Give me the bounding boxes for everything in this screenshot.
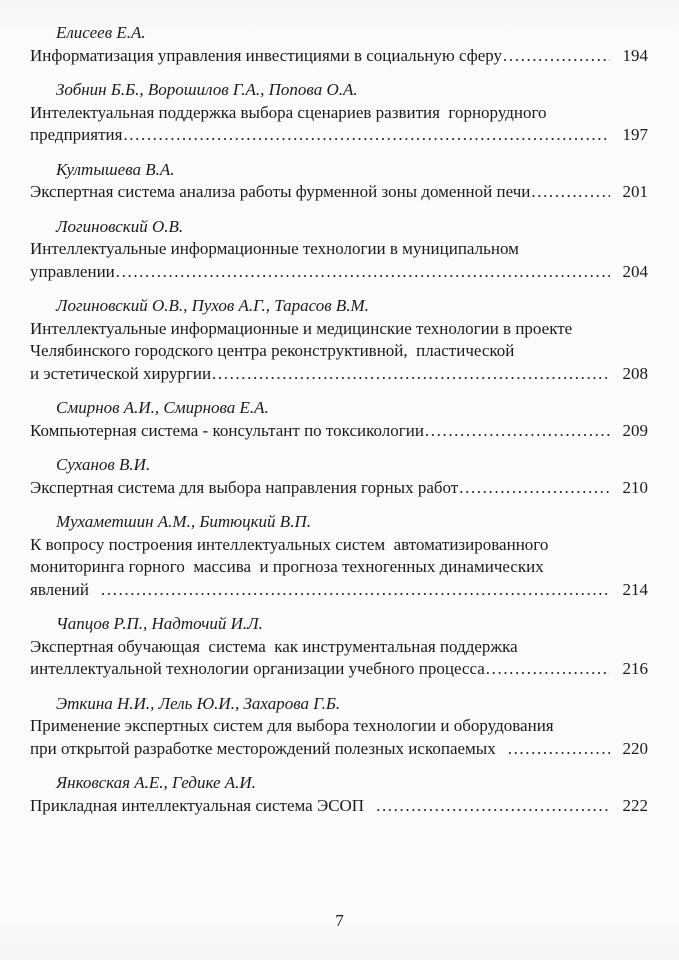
toc-entry xyxy=(30,454,648,499)
entry-title-text: интеллектуальной технологии организации учебного процесса xyxy=(30,659,485,678)
entry-authors: Суханов В.И. xyxy=(56,455,151,474)
entry-last-line xyxy=(30,45,648,68)
entry-title-line: Применение экспертных систем для выбора технологии и оборудования xyxy=(30,716,554,735)
entry-authors: Логиновский О.В., Пухов А.Г., Тарасов В.М. xyxy=(56,296,369,315)
dot-leader xyxy=(503,45,610,68)
entry-authors: Култышева В.А. xyxy=(56,159,175,179)
entry-page-number: 194 xyxy=(622,45,648,65)
entry-title-line: Челябинского городского центра реконструктивной, пластической xyxy=(30,341,515,360)
entry-last-line xyxy=(30,261,648,284)
entry-page-number: 216 xyxy=(622,659,648,678)
dot-leader xyxy=(123,124,610,147)
entry-last-line xyxy=(30,579,648,602)
dot-leader xyxy=(459,477,610,500)
toc-entry xyxy=(30,397,648,442)
page-footer xyxy=(0,910,679,933)
entry-last-line xyxy=(30,124,648,147)
entry-authors: Логиновский О.В. xyxy=(56,216,184,236)
entry-title-text: Экспертная система для выбора направления горных работ xyxy=(30,477,459,497)
entry-title-line: Интелектуальная поддержка выбора сценариев развития горнорудного xyxy=(30,102,547,122)
toc-entry xyxy=(30,772,648,817)
entry-page-number: 214 xyxy=(622,579,648,599)
entry-authors: Зобнин Б.Б., Ворошилов Г.А., Попова О.А. xyxy=(56,80,358,99)
dot-leader xyxy=(116,261,610,284)
entry-page-number: 222 xyxy=(622,795,648,815)
entry-last-line xyxy=(30,795,648,818)
entry-title-line: К вопросу построения интеллектуальных систем автоматизированного xyxy=(30,534,549,554)
entry-title-text: при открытой разработке месторождений полезных ископаемых xyxy=(30,738,496,758)
entry-title-line: Экспертная обучающая система как инструментальная поддержка xyxy=(30,636,518,656)
toc-entry xyxy=(30,511,648,601)
entry-title-text: и эстетической хирургии xyxy=(30,363,212,383)
entry-title-line: Интеллектуальные информационные и медицинские технологии в проекте xyxy=(30,318,573,338)
entry-last-line xyxy=(30,738,648,761)
toc-entry xyxy=(30,295,648,385)
entry-authors: Янковская А.Е., Гедике А.И. xyxy=(56,773,256,792)
entry-page-number: 208 xyxy=(622,363,648,383)
toc-entry xyxy=(30,613,648,681)
toc-entry xyxy=(30,693,648,761)
dot-leader xyxy=(425,420,610,443)
entry-last-line xyxy=(30,658,648,681)
entry-title-text: Экспертная система анализа работы фурменной зоны доменной печи xyxy=(30,182,531,201)
entry-page-number: 209 xyxy=(622,420,648,440)
entry-authors: Смирнов А.И., Смирнова Е.А. xyxy=(56,398,269,417)
entry-authors: Чапцов Р.П., Надточий И.Л. xyxy=(56,614,263,633)
entry-title-line: Интеллектуальные информационные технологии в муниципальном xyxy=(30,239,519,258)
dot-leader xyxy=(101,579,610,602)
dot-leader xyxy=(212,363,610,386)
dot-leader xyxy=(376,795,610,818)
page-number: 7 xyxy=(335,910,344,930)
entry-title-text: Компьютерная система - консультант по токсикологии xyxy=(30,420,424,440)
dot-leader xyxy=(486,658,610,681)
entry-last-line xyxy=(30,363,648,386)
entry-page-number: 204 xyxy=(622,261,648,281)
toc-entry xyxy=(30,79,648,147)
entry-page-number: 220 xyxy=(622,738,648,758)
entry-page-number: 197 xyxy=(622,125,648,144)
dot-leader xyxy=(531,181,610,204)
entry-authors: Эткина Н.И., Лель Ю.И., Захарова Г.Б. xyxy=(56,693,341,713)
entry-page-number: 201 xyxy=(622,182,648,201)
entry-title-text: Прикладная интеллектуальная система ЭСОП xyxy=(30,795,365,815)
entry-title-text: предприятия xyxy=(30,125,123,144)
entry-last-line xyxy=(30,181,648,204)
entry-last-line xyxy=(30,420,648,443)
dot-leader xyxy=(508,738,610,761)
entry-title-line: мониторинга горного массива и прогноза техногенных динамических xyxy=(30,557,544,576)
entry-authors: Мухаметшин А.М., Битюцкий В.П. xyxy=(56,512,311,531)
toc-entry xyxy=(30,159,648,204)
entry-title-text: явлений xyxy=(30,579,89,599)
entry-last-line xyxy=(30,477,648,500)
entry-page-number: 210 xyxy=(622,477,648,497)
toc-entry xyxy=(30,22,648,67)
toc-entry xyxy=(30,216,648,284)
entry-authors: Елисеев Е.А. xyxy=(56,23,146,42)
entry-title-text: Информатизация управления инвестициями в социальную сферу xyxy=(30,45,503,65)
entry-title-text: управлении xyxy=(30,261,115,281)
